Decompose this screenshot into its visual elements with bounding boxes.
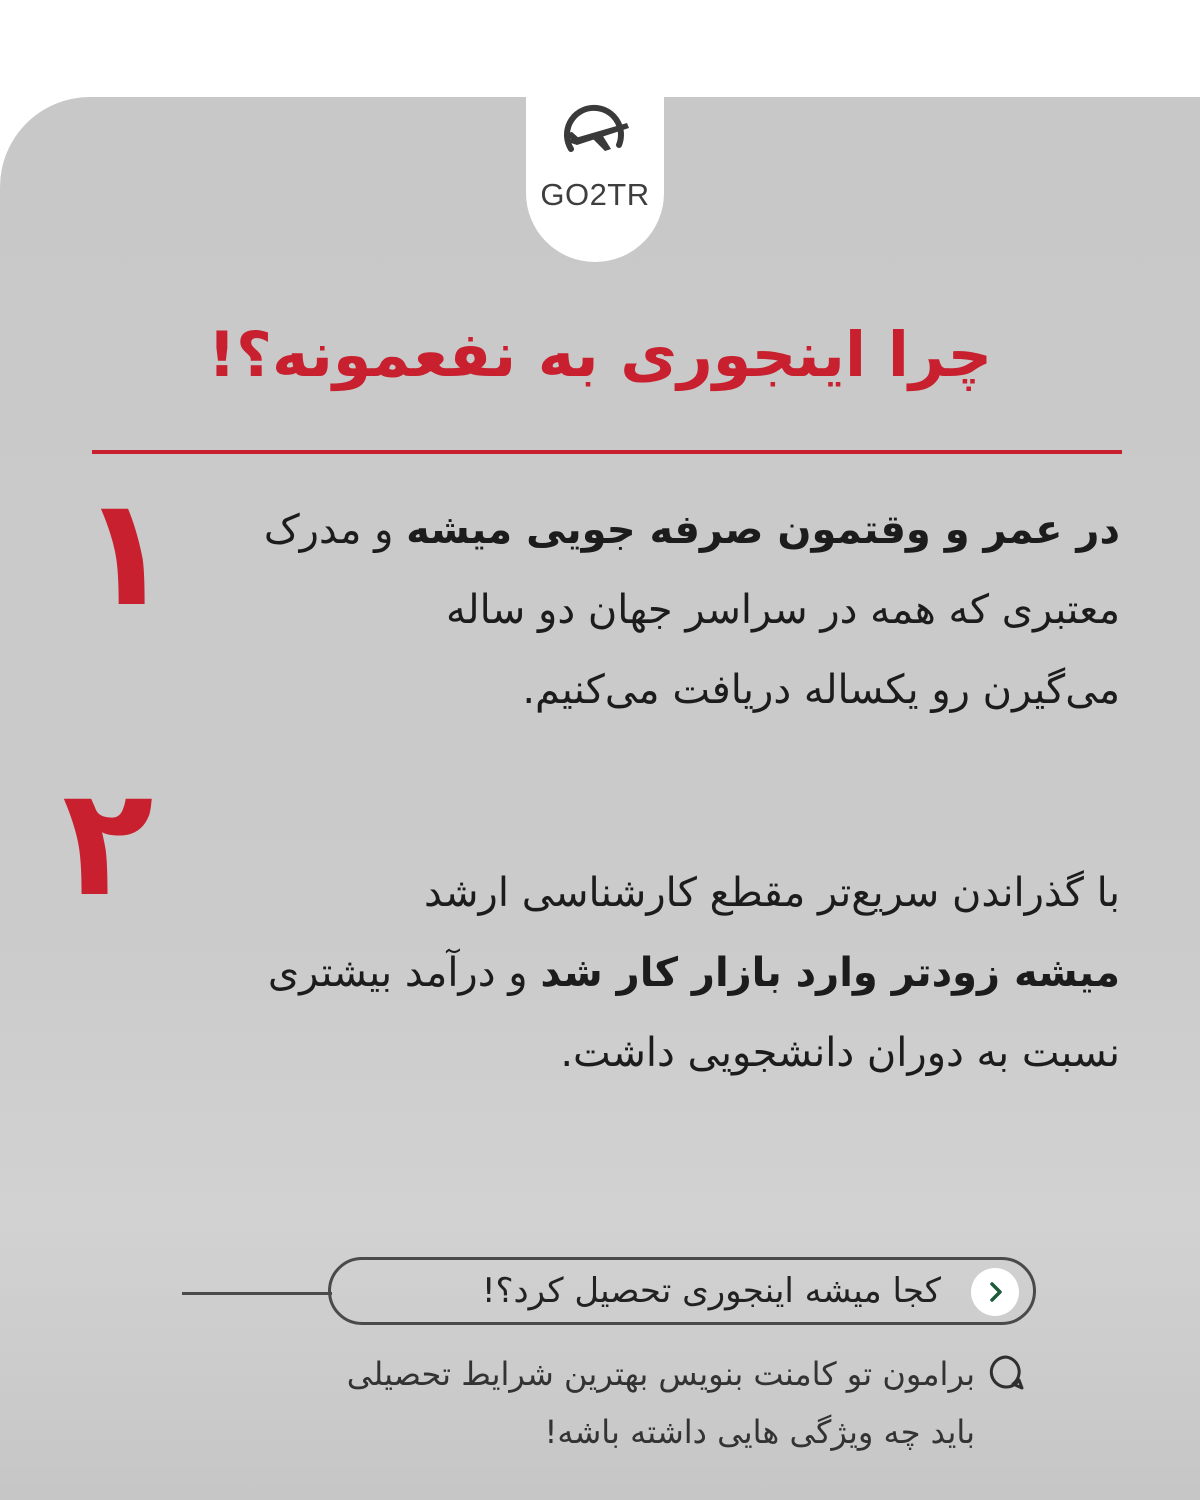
point-2-line-3: نسبت به دوران دانشجویی داشت. xyxy=(560,1030,1120,1076)
point-1-line-3: می‌گیرن رو یکساله دریافت می‌کنیم. xyxy=(522,667,1120,713)
point-1-text xyxy=(125,490,1120,730)
cta-divider-line xyxy=(182,1292,332,1295)
cta-button[interactable] xyxy=(328,1257,1036,1325)
point-1-line-2: معتبری که همه در سراسر جهان دو ساله xyxy=(445,587,1120,633)
footnote xyxy=(150,1345,975,1461)
logo-text: GO2TR xyxy=(540,177,650,212)
point-2-text xyxy=(125,853,1120,1093)
point-2-line-1: با گذراندن سریع‌تر مقطع کارشناسی ارشد xyxy=(424,870,1120,916)
footnote-line-2: باید چه ویژگی هایی داشته باشه! xyxy=(544,1413,975,1451)
point-number-2: ۲ xyxy=(62,756,154,930)
chevron-right-icon[interactable] xyxy=(971,1268,1019,1316)
point-2-line-2: میشه زودتر وارد بازار کار شد و درآمد بیشتری xyxy=(267,950,1120,996)
footnote-line-1: برامون تو کامنت بنویس بهترین شرایط تحصیلی xyxy=(346,1355,975,1393)
comment-icon xyxy=(986,1352,1026,1392)
airplane-orbit-icon xyxy=(557,101,633,171)
point-1-line-1: در عمر و وقتمون صرفه جویی میشه و مدرک xyxy=(263,507,1120,553)
page-title: چرا اینجوری به نفعمونه؟! xyxy=(207,318,993,391)
point-number-1: ۱ xyxy=(80,466,172,640)
title-divider xyxy=(92,450,1122,454)
logo-badge xyxy=(526,97,664,262)
cta-label: کجا میشه اینجوری تحصیل کرد؟! xyxy=(481,1271,941,1311)
